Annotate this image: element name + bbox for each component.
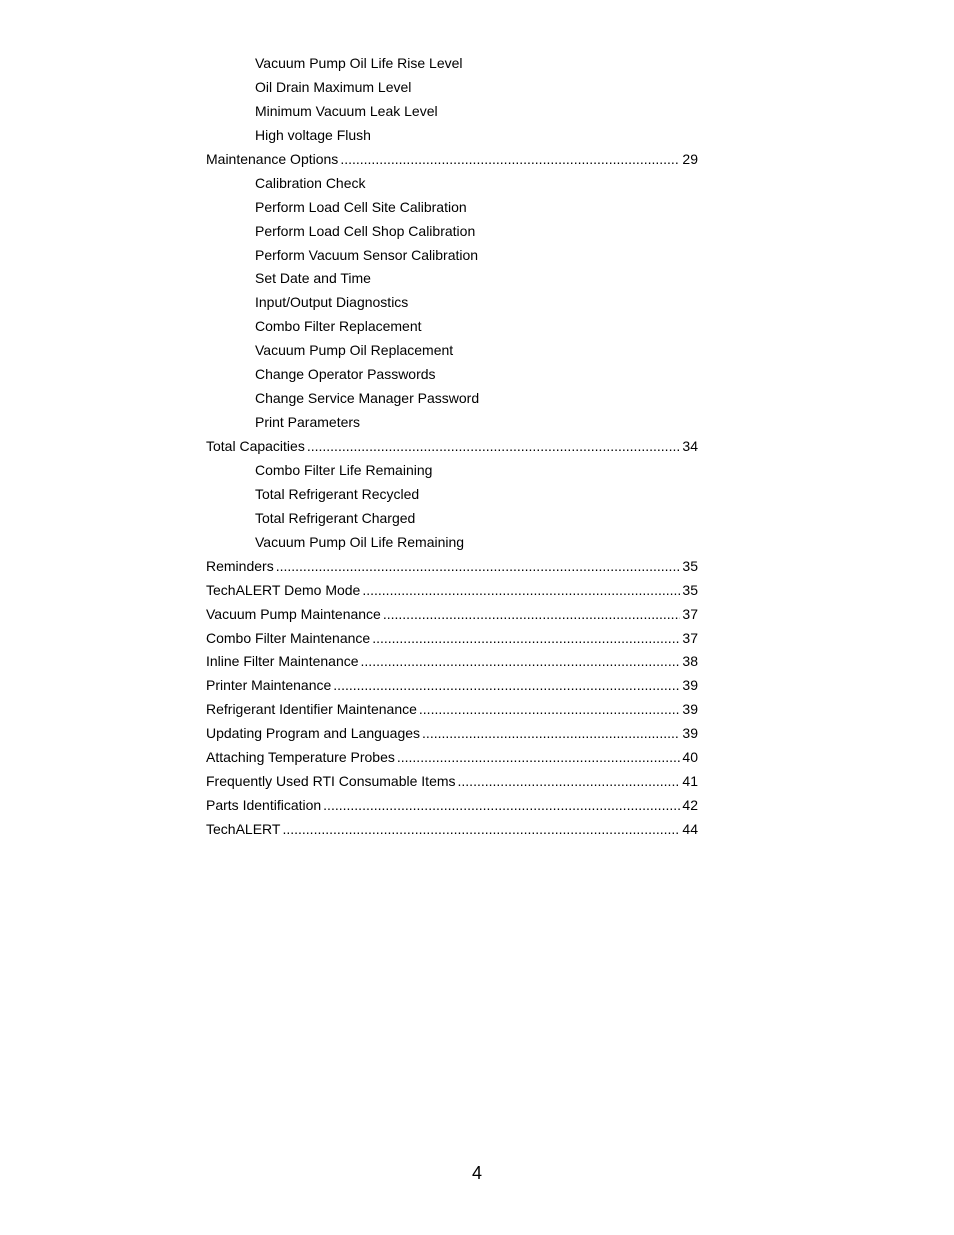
toc-subentry: [0, 387, 954, 411]
toc-entry-title: Reminders: [206, 557, 274, 574]
toc-entry: [206, 435, 698, 459]
toc-entry-page: 39: [682, 725, 698, 742]
toc-subentry: [0, 411, 954, 435]
toc-subentry-title: Set Date and Time: [255, 270, 371, 287]
toc-entry-page: 39: [682, 677, 698, 694]
dot-leader: [323, 794, 680, 818]
toc-entry-title: Attaching Temperature Probes: [206, 749, 395, 766]
toc-entry-title: Inline Filter Maintenance: [206, 653, 359, 670]
toc-entry: [206, 627, 698, 651]
dot-leader: [383, 603, 681, 627]
dot-leader: [361, 650, 681, 674]
toc-entry: [206, 650, 698, 674]
toc-entry-page: 41: [682, 773, 698, 790]
toc-subentry-title: Change Service Manager Password: [255, 390, 480, 407]
toc-entry-page: 42: [682, 797, 698, 814]
toc-subentry: [0, 244, 954, 268]
toc-entry-page: 39: [682, 701, 698, 718]
dot-leader: [372, 627, 680, 651]
toc-subentry: [0, 172, 954, 196]
toc-subentry: [0, 459, 954, 483]
toc-entry-page: 37: [682, 629, 698, 646]
toc-subentry-title: Total Refrigerant Charged: [255, 509, 416, 526]
toc-subentry-title: Minimum Vacuum Leak Level: [255, 102, 438, 119]
toc-subentry-title: Perform Vacuum Sensor Calibration: [255, 246, 479, 263]
toc-subentry: [0, 220, 954, 244]
dot-leader: [419, 698, 681, 722]
toc-entry: [206, 555, 698, 579]
toc-entry: [206, 698, 698, 722]
toc-entry-title: Refrigerant Identifier Maintenance: [206, 701, 417, 718]
toc-subentry-title: Perform Load Cell Shop Calibration: [255, 222, 476, 239]
page-number: 4: [471, 1163, 482, 1183]
toc-entry: [206, 148, 698, 172]
dot-leader: [333, 674, 680, 698]
toc-subentry-title: Calibration Check: [255, 174, 366, 191]
toc-entry-title: Updating Program and Languages: [206, 725, 421, 742]
toc-entry-title: Total Capacities: [206, 438, 305, 454]
toc-entry-title: Vacuum Pump Maintenance: [206, 605, 381, 622]
toc-entry-page: 35: [682, 581, 698, 598]
toc-entry-page: 35: [682, 557, 698, 574]
toc-subentry: [0, 100, 954, 124]
toc-subentry-title: Perform Load Cell Site Calibration: [255, 198, 467, 215]
toc-subentry: [0, 531, 954, 555]
dot-leader: [458, 770, 681, 794]
toc-entry: [206, 746, 698, 770]
dot-leader: [422, 722, 680, 746]
toc-subentry: [0, 339, 954, 363]
dot-leader: [397, 746, 681, 770]
toc-entry-title: Frequently Used RTI Consumable Items: [206, 773, 456, 790]
toc-entry-title: Combo Filter Maintenance: [206, 629, 371, 646]
toc-subentry-title: Total Refrigerant Recycled: [255, 485, 420, 502]
toc-entry: [206, 818, 698, 842]
toc-entry: [206, 674, 698, 698]
dot-leader: [307, 435, 681, 459]
toc-subentry: [0, 52, 954, 76]
toc-entry-page: 40: [682, 749, 698, 766]
toc-subentry-title: Print Parameters: [255, 414, 361, 431]
toc-subentry: [0, 291, 954, 315]
toc-entry-page: 34: [682, 438, 698, 454]
table-of-contents: [0, 52, 954, 842]
toc-subentry-title: High voltage Flush: [255, 126, 371, 143]
dot-leader: [276, 555, 681, 579]
toc-entry-page: 38: [682, 653, 698, 670]
toc-entry-page: 29: [682, 150, 698, 167]
toc-subentry-title: Combo Filter Life Remaining: [255, 461, 433, 478]
toc-entry-title: Printer Maintenance: [206, 677, 332, 694]
toc-subentry: [0, 507, 954, 531]
toc-subentry: [0, 124, 954, 148]
dot-leader: [282, 818, 680, 842]
toc-subentry-title: Vacuum Pump Oil Life Remaining: [255, 533, 465, 550]
toc-subentry: [0, 196, 954, 220]
toc-entry-page: 44: [682, 821, 698, 837]
toc-entry: [206, 794, 698, 818]
dot-leader: [340, 148, 680, 172]
toc-entry-title: Maintenance Options: [206, 150, 339, 167]
toc-entry: [206, 579, 698, 603]
toc-subentry: [0, 363, 954, 387]
toc-subentry-title: Oil Drain Maximum Level: [255, 78, 412, 95]
toc-entry: [206, 603, 698, 627]
toc-subentry-title: Vacuum Pump Oil Replacement: [255, 342, 454, 359]
toc-subentry-title: Change Operator Passwords: [255, 366, 436, 383]
dot-leader: [362, 579, 680, 603]
toc-subentry-title: Vacuum Pump Oil Life Rise Level: [255, 55, 463, 71]
toc-subentry: [0, 483, 954, 507]
toc-entry-page: 37: [682, 605, 698, 622]
toc-entry: [206, 722, 698, 746]
toc-subentry: [0, 315, 954, 339]
toc-subentry: [0, 76, 954, 100]
toc-subentry: [0, 267, 954, 291]
toc-subentry-title: Input/Output Diagnostics: [255, 294, 409, 311]
toc-entry-title: TechALERT Demo Mode: [206, 581, 361, 598]
toc-entry-title: TechALERT: [206, 821, 281, 837]
toc-subentry-title: Combo Filter Replacement: [255, 318, 422, 335]
toc-entry: [206, 770, 698, 794]
toc-entry-title: Parts Identification: [206, 797, 322, 814]
